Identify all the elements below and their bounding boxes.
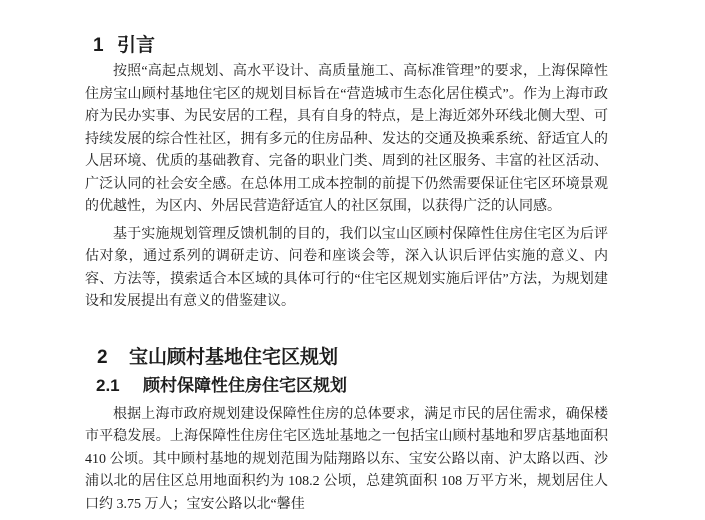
section-2-1-number: 2.1 bbox=[96, 375, 120, 395]
section-2-1-title: 顾村保障性住房住宅区规划 bbox=[143, 375, 347, 395]
section-2-heading bbox=[85, 345, 608, 371]
paragraph-introduction-1: 按照“高起点规划、高水平设计、高质量施工、高标准管理”的要求，上海保障性住房宝山顾村基地住宅区的规划目标旨在“营造城市生态化居住模式”。作为上海市政府为民办实事、为民安居的工程，具有自身的特点，是上海近郊外环线北侧大型、可持续发展的综合性社区，拥有多元的住房品种、发达的交通及换乘系统、舒适宜人的人居环境、优质的基础教育、完备的职业门类、周到的社区服务、丰富的社区活动、广泛认同的社会安全感。在总体用工成本控制的前提下仍然需要保证住宅区环境景观的优越性，为区内、外居民营造舒适宜人的社区氛围，以获得广泛的认同感。 bbox=[85, 64, 608, 214]
section-2-1-heading bbox=[85, 374, 608, 398]
paragraph-planning-1: 根据上海市政府规划建设保障性住房的总体要求，满足市民的居住需求，确保楼市平稳发展。上海保障性住房住宅区选址基地之一包括宝山顾村基地和罗店基地面积 410 公顷。其中顾村基地的规划范围为陆翔路以东、宝安公路以南、沪太路以西、沙浦以北的居住区总用地面积约为 108.2 公顷，总建筑面积 108 万平方米，规划居住人口约 3.75 万人；宝安公路以北“馨佳 bbox=[85, 406, 608, 512]
section-2-title: 宝山顾村基地住宅区规划 bbox=[129, 346, 339, 368]
section-1-heading bbox=[85, 33, 608, 59]
section-2-number: 2 bbox=[97, 346, 108, 368]
paragraph-introduction-2: 基于实施规划管理反馈机制的目的，我们以宝山区顾村保障性住房住宅区为后评估对象，通过系列的调研走访、问卷和座谈会等，深入认识后评估实施的意义、内容、方法等，摸索适合本区域的具体可行的“住宅区规划实施后评估”方法，为规划建设和发展提出有意义的借鉴建议。 bbox=[85, 226, 608, 309]
section-1-title: 引言 bbox=[117, 35, 156, 56]
section-1-number: 1 bbox=[93, 35, 104, 56]
